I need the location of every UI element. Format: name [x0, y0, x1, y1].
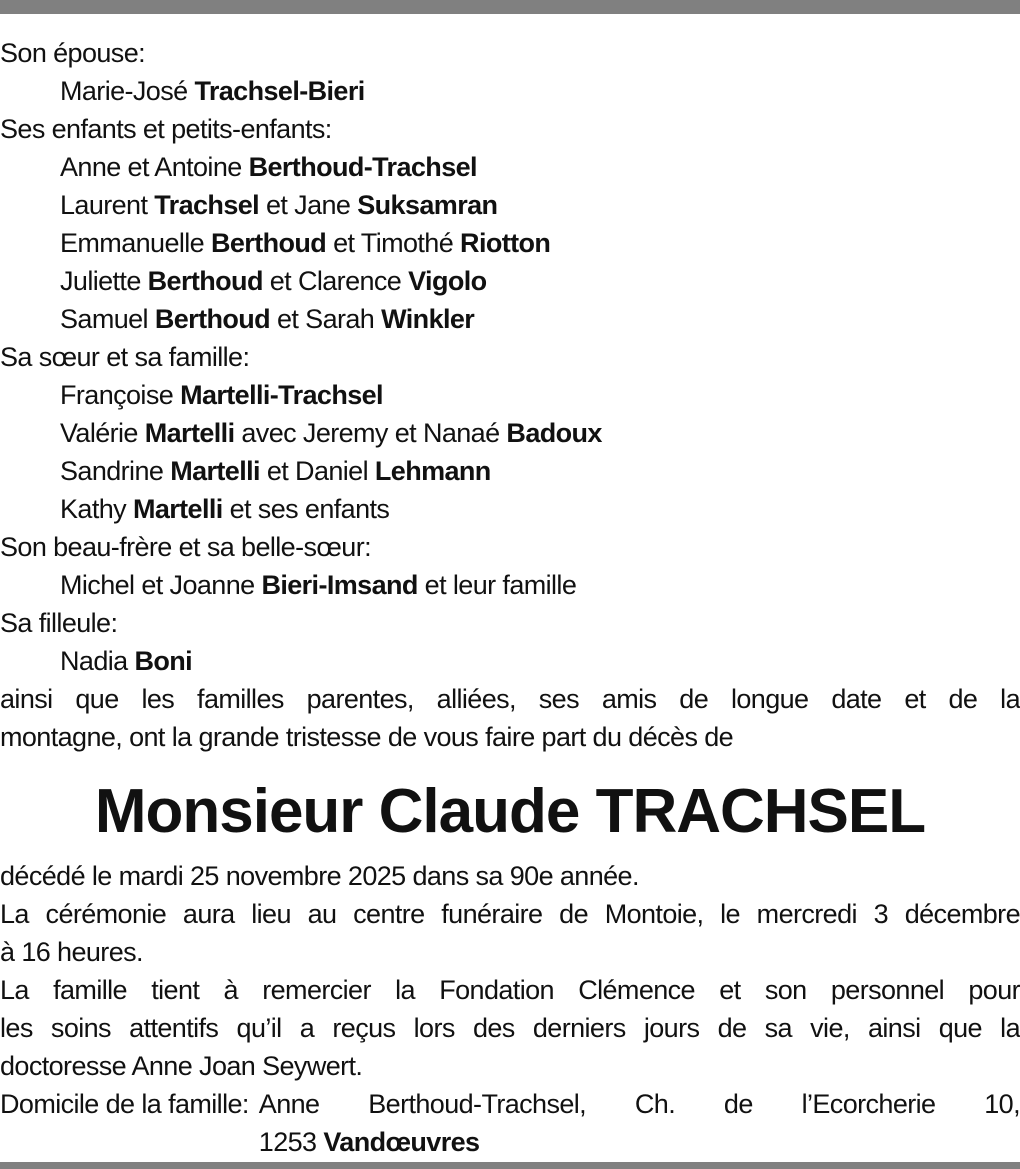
death-statement: décédé le mardi 25 novembre 2025 dans sa 90e année. [0, 861, 639, 891]
domicile-address-line-1: Anne Berthoud-Trachsel, Ch. de l’Ecorcherie 10, [258, 1089, 1020, 1119]
family-name-text: Kathy [60, 494, 133, 524]
family-name-text: Françoise [60, 380, 181, 410]
family-member [0, 490, 1020, 528]
family-group-heading: Ses enfants et petits-enfants: [0, 114, 332, 144]
top-rule [0, 0, 1020, 14]
family-member [0, 148, 1020, 186]
family-name-text: et Jane [259, 190, 358, 220]
bottom-rule [0, 1162, 1020, 1169]
family-list [0, 34, 1020, 680]
family-name-text: et leur famille [417, 570, 577, 600]
thanks-line-1: La famille tient à remercier la Fondation Clémence et son personnel pour [0, 975, 1020, 1005]
family-surname: Martelli [170, 456, 260, 486]
family-group-heading: Sa filleule: [0, 608, 118, 638]
family-surname: Winkler [381, 304, 475, 334]
family-name-text: Anne et Antoine [60, 152, 249, 182]
family-surname: Badoux [506, 418, 602, 448]
thanks-line-2: les soins attentifs qu’il a reçus lors des derniers jours de sa vie, ainsi que la [0, 1013, 1020, 1043]
family-member [0, 72, 1020, 110]
family-surname: Berthoud [210, 228, 327, 258]
family-name-text: Nadia [60, 646, 135, 676]
family-surname: Bieri-Imsand [261, 570, 418, 600]
family-surname: Vigolo [408, 266, 487, 296]
family-group-heading: Son épouse: [0, 38, 146, 68]
family-name-text: et Clarence [262, 266, 409, 296]
deceased-name: Monsieur Claude TRACHSEL [94, 777, 926, 846]
ceremony-line-2: à 16 heures. [0, 937, 143, 967]
family-name-text: Samuel [60, 304, 155, 334]
family-surname: Trachsel-Bieri [194, 76, 365, 106]
family-surname: Boni [134, 646, 193, 676]
intro-line-2: montagne, ont la grande tristesse de vous faire part du décès de [0, 722, 734, 752]
family-member [0, 300, 1020, 338]
domicile-postal-code: 1253 [258, 1127, 324, 1157]
family-surname: Berthoud-Trachsel [248, 152, 477, 182]
family-surname: Martelli-Trachsel [180, 380, 383, 410]
family-name-text: Laurent [60, 190, 155, 220]
family-surname: Riotton [460, 228, 551, 258]
family-group-heading: Son beau-frère et sa belle-sœur: [0, 532, 371, 562]
family-member [0, 262, 1020, 300]
family-surname: Martelli [132, 494, 223, 524]
family-name-text: Marie-José [60, 76, 195, 106]
family-member [0, 376, 1020, 414]
family-name-text: Michel et Joanne [60, 570, 262, 600]
domicile-label: Domicile de la famille: [0, 1089, 249, 1119]
family-surname: Martelli [144, 418, 235, 448]
family-name-text: Juliette [60, 266, 148, 296]
family-name-text: et Daniel [259, 456, 375, 486]
family-name-text: Sandrine [60, 456, 171, 486]
obituary-notice [0, 34, 1020, 1161]
family-name-text: Emmanuelle [60, 228, 211, 258]
family-surname: Suksamran [357, 190, 498, 220]
family-surname: Berthoud [147, 266, 263, 296]
family-name-text: et Timothé [326, 228, 461, 258]
family-name-text: avec Jeremy et Nanaé [234, 418, 507, 448]
family-member [0, 566, 1020, 604]
family-surname: Lehmann [374, 456, 491, 486]
family-member [0, 224, 1020, 262]
family-surname: Trachsel [154, 190, 260, 220]
domicile-address-line-2 [259, 1123, 1020, 1161]
family-member [0, 414, 1020, 452]
family-domicile [0, 1085, 1020, 1161]
family-name-text: Valérie [60, 418, 145, 448]
family-name-text: et Sarah [270, 304, 382, 334]
family-member [0, 186, 1020, 224]
family-group-heading: Sa sœur et sa famille: [0, 342, 250, 372]
family-name-text: et ses enfants [222, 494, 390, 524]
ceremony-line-1: La cérémonie aura lieu au centre funéraire de Montoie, le mercredi 3 décembre [0, 899, 1020, 929]
family-surname: Berthoud [154, 304, 271, 334]
family-member [0, 642, 1020, 680]
thanks-line-3: doctoresse Anne Joan Seywert. [0, 1051, 363, 1081]
family-member [0, 452, 1020, 490]
domicile-address [259, 1085, 1020, 1161]
domicile-city: Vandœuvres [323, 1127, 480, 1157]
intro-line-1: ainsi que les familles parentes, alliées, ses amis de longue date et de la [0, 684, 1020, 714]
